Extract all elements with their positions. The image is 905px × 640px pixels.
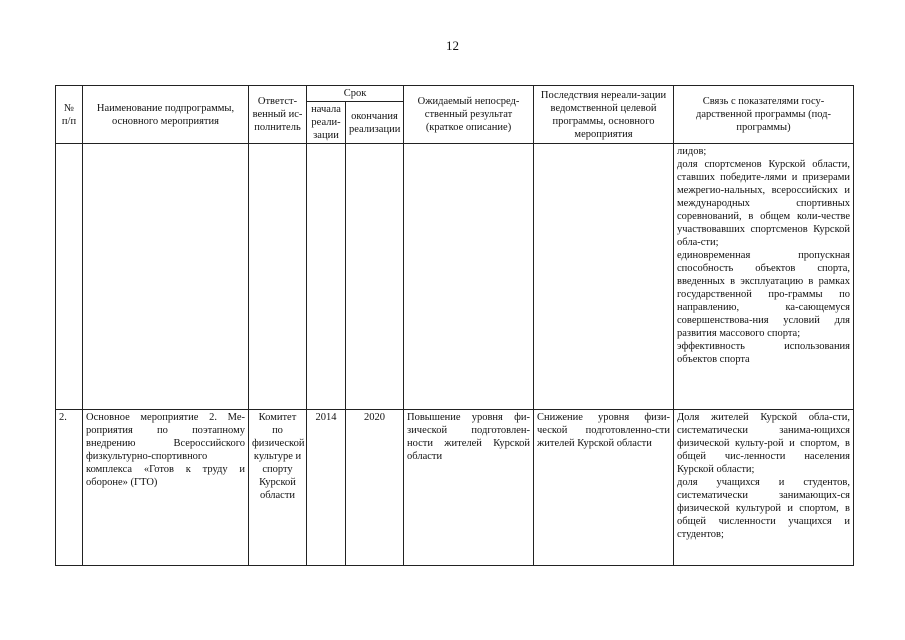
cont-responsible-cell	[249, 144, 307, 410]
header-term-end: окончания реализации	[346, 102, 404, 144]
row2-consequences: Снижение уровня физи-ческой подготовленно-сти жителей Курской области	[534, 410, 674, 566]
page-number: 12	[446, 38, 459, 53]
header-expected: Ожидаемый непосред-ственный результат (краткое описание)	[404, 86, 534, 144]
row2-link-cell	[674, 410, 854, 566]
cont-expected-cell	[404, 144, 534, 410]
row2-responsible: Комитет по физической культуре и спорту Курской области	[249, 410, 307, 566]
header-term-start: начала реали-зации	[307, 102, 346, 144]
cont-start-cell	[307, 144, 346, 410]
link-item: единовременная пропускная способность объектов спорта, введенных в эксплуатацию в рамках государственной про-граммы по направлению, ка-сающемуся совершенствова-ния условий для развития массового спорта;	[677, 250, 851, 339]
link-item: доля учащихся и студентов, систематически занимающих-ся физической культурой и спортом, в общей численности учащихся и студентов;	[677, 477, 851, 540]
cont-name-cell	[83, 144, 249, 410]
table-row	[56, 144, 854, 410]
row2-start: 2014	[307, 410, 346, 566]
row2-name: Основное мероприятие 2. Ме-роприятия по поэтапному внедрению Всероссийского физкультурно-спортивного комплекса «Готов к труду и обороне» (ГТО)	[83, 410, 249, 566]
row2-end: 2020	[346, 410, 404, 566]
header-name: Наименование подпрограммы, основного мероприятия	[83, 86, 249, 144]
header-responsible: Ответст-венный ис-полнитель	[249, 86, 307, 144]
cont-num-cell	[56, 144, 83, 410]
header-num: № п/п	[56, 86, 83, 144]
header-row-1	[56, 86, 854, 102]
link-item: эффективность использования объектов спорта	[677, 341, 851, 365]
program-table	[55, 85, 854, 566]
row2-num: 2.	[56, 410, 83, 566]
cont-consequences-cell	[534, 144, 674, 410]
cont-end-cell	[346, 144, 404, 410]
header-consequences: Последствия нереали-зации ведомственной целевой программы, основного мероприятия	[534, 86, 674, 144]
row2-expected: Повышение уровня фи-зической подготовлен-ности жителей Курской области	[404, 410, 534, 566]
header-link: Связь с показателями госу-дарственной программы (под-программы)	[674, 86, 854, 144]
link-item: доля спортсменов Курской области, ставших победите-лями и призерами межрегио-нальных, всероссийских и международных спортивных соревнований, в общем коли-честве участвовавших спортсменов Курской обла-сти;	[677, 159, 851, 248]
link-item: лидов;	[677, 146, 707, 157]
link-item: Доля жителей Курской обла-сти, систематически занима-ющихся физической культу-рой и спортом, в общей чис-ленности населения Курской области;	[677, 412, 851, 475]
cont-link-cell	[674, 144, 854, 410]
table-row	[56, 410, 854, 566]
header-term: Срок	[307, 86, 404, 102]
